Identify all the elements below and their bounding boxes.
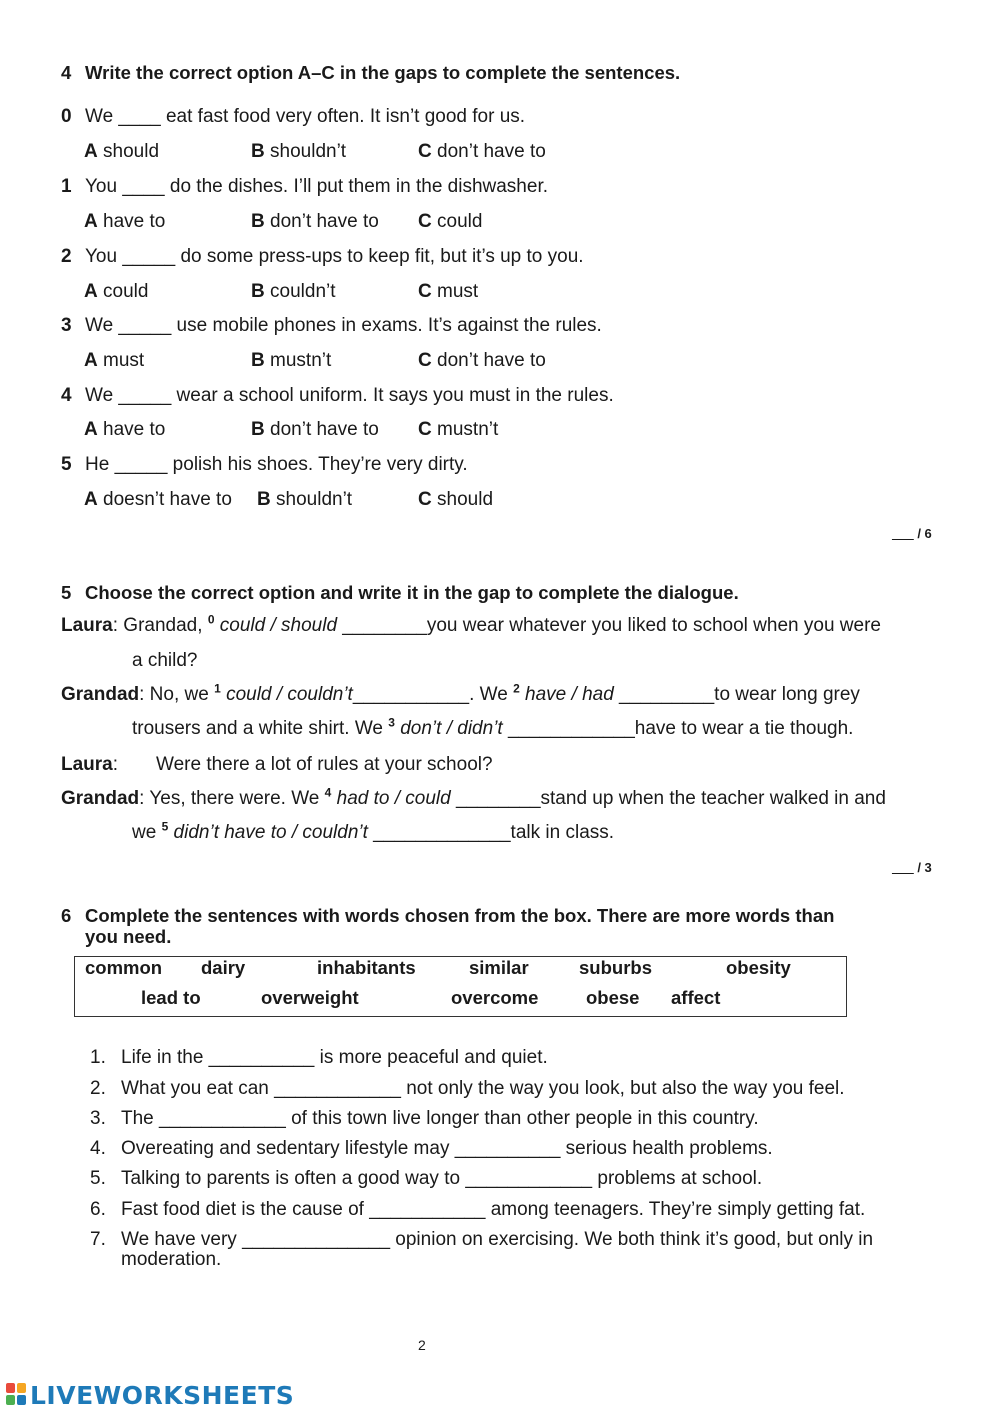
word-affect: affect xyxy=(671,987,721,1008)
dialogue-line-2: Grandad: No, we $^1$ could / couldn’t___________. We $^2$ have / had _________to wear long grey xyxy=(61,681,860,705)
dialogue-line-4-cont: we $^5$ didn’t have to / couldn’t _____________talk in class. xyxy=(132,819,615,843)
word-dairy: dairy xyxy=(201,957,246,978)
word-inhabitants: inhabitants xyxy=(317,957,416,978)
question-0: 0 We ____ eat fast food very often. It isn’t good for us. xyxy=(61,106,526,127)
question-0-option-c[interactable]: C don’t have to xyxy=(418,141,546,162)
page-number: 2 xyxy=(418,1337,426,1353)
word-similar: similar xyxy=(469,957,529,978)
word-box xyxy=(74,956,847,1017)
question-5-option-a[interactable]: A doesn’t have to xyxy=(84,489,232,510)
sentence-6-number: 6. xyxy=(90,1199,106,1220)
dialogue-line-2-cont: trousers and a white shirt. We $^3$ don’t / didn’t ____________have to wear a tie though. xyxy=(132,715,854,739)
logo-icon xyxy=(6,1383,28,1407)
question-1-option-a[interactable]: A have to xyxy=(84,211,166,232)
question-4-option-c[interactable]: C mustn’t xyxy=(418,419,499,440)
question-0-option-a[interactable]: A should xyxy=(84,141,160,162)
dialogue-line-3: Laura: xyxy=(61,754,119,775)
word-common: common xyxy=(85,957,163,978)
word-overcome: overcome xyxy=(451,987,539,1008)
sentence-5-number: 5. xyxy=(90,1168,106,1189)
question-5-option-b[interactable]: B shouldn’t xyxy=(257,489,353,510)
sentence-7-number: 7. xyxy=(90,1229,106,1250)
dialogue-line-3-text: Were there a lot of rules at your school? xyxy=(156,754,493,775)
sentence-3-number: 3. xyxy=(90,1108,106,1129)
question-3-option-a[interactable]: A must xyxy=(84,350,145,371)
sentence-4-number: 4. xyxy=(90,1138,106,1159)
sentence-2: What you eat can ____________ not only the way you look, but also the way you feel. xyxy=(121,1078,845,1099)
question-0-option-b[interactable]: B shouldn’t xyxy=(251,141,347,162)
dialogue-line-1-cont: a child? xyxy=(132,650,198,671)
sentence-1-number: 1. xyxy=(90,1047,106,1068)
word-lead-to: lead to xyxy=(141,987,201,1008)
sentence-4: Overeating and sedentary lifestyle may __________ serious health problems. xyxy=(121,1138,773,1159)
question-1-option-b[interactable]: B don’t have to xyxy=(251,211,379,232)
question-2-option-b[interactable]: B couldn’t xyxy=(251,281,336,302)
section-6-heading: 6 Complete the sentences with words chosen from the box. There are more words than you need. xyxy=(61,905,835,947)
question-4: 4 We _____ wear a school uniform. It says you must in the rules. xyxy=(61,385,614,406)
question-2: 2 You _____ do some press-ups to keep fit, but it’s up to you. xyxy=(61,246,584,267)
liveworksheets-logo[interactable] xyxy=(6,1381,294,1409)
sentence-7-cont: moderation. xyxy=(121,1249,222,1270)
word-overweight: overweight xyxy=(261,987,359,1008)
question-4-option-a[interactable]: A have to xyxy=(84,419,166,440)
word-suburbs: suburbs xyxy=(579,957,652,978)
sentence-5: Talking to parents is often a good way to ____________ problems at school. xyxy=(121,1168,763,1189)
sentence-3: The ____________ of this town live longer than other people in this country. xyxy=(121,1108,759,1129)
question-3-option-b[interactable]: B mustn’t xyxy=(251,350,332,371)
section-4-score: ___ / 6 xyxy=(892,526,932,541)
question-2-option-a[interactable]: A could xyxy=(84,281,149,302)
sentence-6: Fast food diet is the cause of ___________ among teenagers. They’re simply getting fat. xyxy=(121,1199,866,1220)
question-3-option-c[interactable]: C don’t have to xyxy=(418,350,546,371)
question-5-option-c[interactable]: C should xyxy=(418,489,494,510)
question-1-option-c[interactable]: C could xyxy=(418,211,483,232)
dialogue-line-1: Laura: Grandad, $^0$ could / should ________you wear whatever you liked to school when you were xyxy=(61,612,881,636)
section-5-score: ___ / 3 xyxy=(892,860,932,875)
section-4-heading: 4 Write the correct option A–C in the gaps to complete the sentences. xyxy=(61,62,681,83)
question-3: 3 We _____ use mobile phones in exams. It’s against the rules. xyxy=(61,315,602,336)
sentence-1: Life in the __________ is more peaceful and quiet. xyxy=(121,1047,548,1068)
question-5: 5 He _____ polish his shoes. They’re very dirty. xyxy=(61,454,468,475)
word-obesity: obesity xyxy=(726,957,791,978)
dialogue-line-4: Grandad: Yes, there were. We $^4$ had to / could ________stand up when the teacher walked in and xyxy=(61,785,886,809)
word-obese: obese xyxy=(586,987,640,1008)
question-2-option-c[interactable]: C must xyxy=(418,281,479,302)
logo-text: LIVEWORKSHEETS xyxy=(30,1380,295,1410)
question-1: 1 You ____ do the dishes. I’ll put them in the dishwasher. xyxy=(61,176,548,197)
section-5-heading: 5 Choose the correct option and write it in the gap to complete the dialogue. xyxy=(61,582,739,603)
question-4-option-b[interactable]: B don’t have to xyxy=(251,419,379,440)
sentence-2-number: 2. xyxy=(90,1078,106,1099)
sentence-7: We have very ______________ opinion on exercising. We both think it’s good, but only in xyxy=(121,1229,874,1250)
